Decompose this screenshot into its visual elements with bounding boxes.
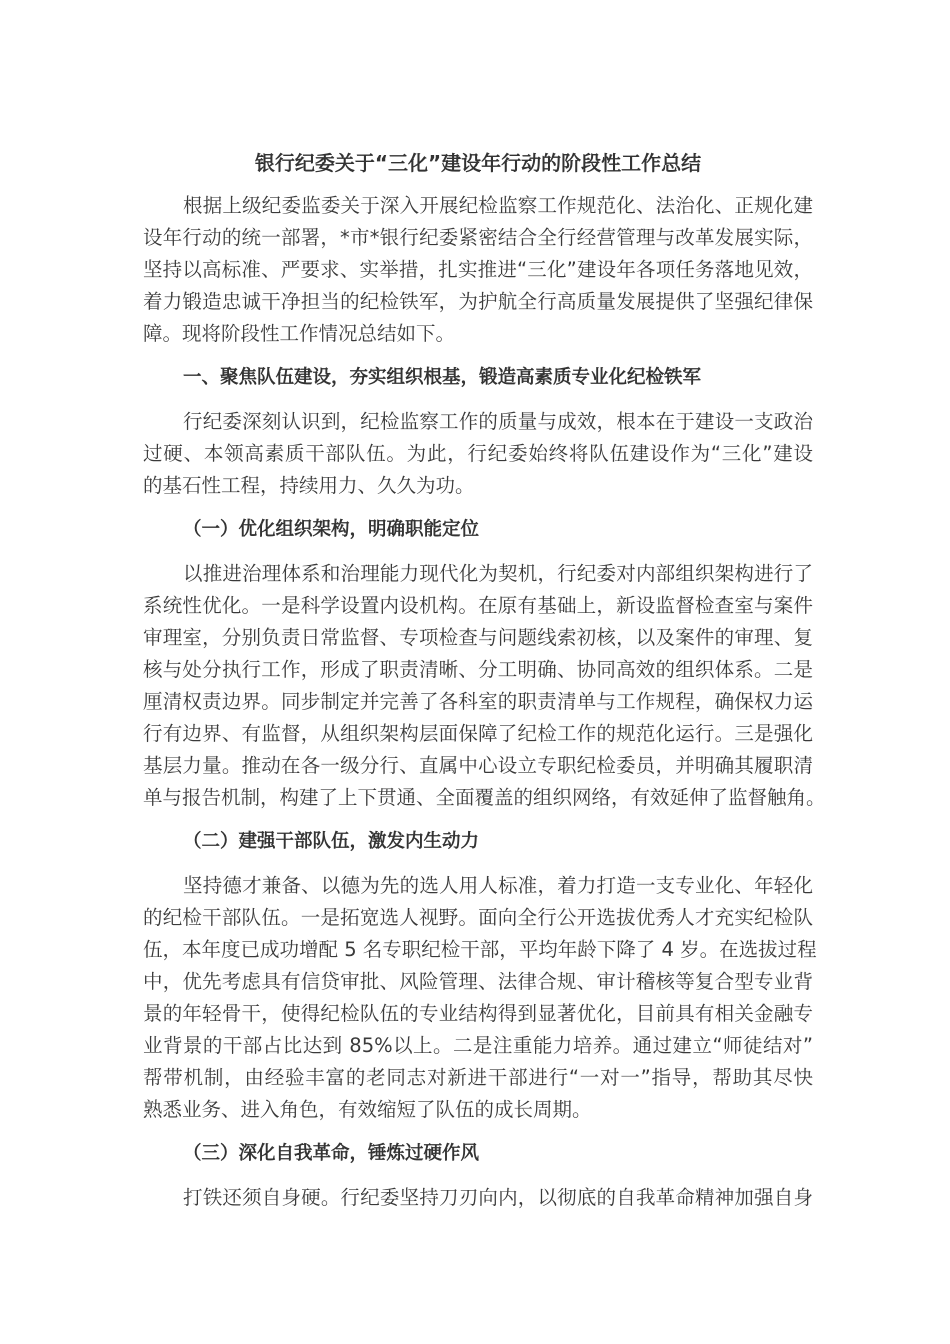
paragraph-line: 厘清权责边界。同步制定并完善了各科室的职责清单与工作规程，确保权力运: [143, 690, 813, 713]
paragraph-line: 着力锻造忠诚干净担当的纪检铁军，为护航全行高质量发展提供了坚强纪律保: [143, 290, 813, 313]
section-heading: （三）深化自我革命，锤炼过硬作风: [183, 1143, 480, 1164]
paragraph-line: 打铁还须自身硬。行纪委坚持刀刃向内，以彻底的自我革命精神加强自身: [183, 1186, 813, 1209]
paragraph-line: 帮带机制，由经验丰富的老同志对新进干部进行“一对一”指导，帮助其尽快: [143, 1066, 813, 1089]
paragraph-line: 核与处分执行工作，形成了职责清晰、分工明确、协同高效的组织体系。二是: [143, 658, 813, 681]
paragraph-line: 的基石性工程，持续用力、久久为功。: [143, 474, 475, 497]
paragraph: [143, 870, 817, 1126]
paragraph-line: 基层力量。推动在各一级分行、直属中心设立专职纪检委员，并明确其履职清: [143, 754, 813, 777]
paragraph-line: 景的年轻骨干，使得纪检队伍的专业结构得到显著优化，目前具有相关金融专: [143, 1002, 813, 1025]
paragraph-line: 根据上级纪委监委关于深入开展纪检监察工作规范化、法治化、正规化建: [183, 194, 813, 217]
paragraph-line: 过硬、本领高素质干部队伍。为此，行纪委始终将队伍建设作为“三化”建设: [143, 442, 813, 465]
paragraph-line: 坚持以高标准、严要求、实举措，扎实推进“三化”建设年各项任务落地见效，: [143, 258, 813, 281]
section-heading: （一）优化组织架构，明确职能定位: [183, 519, 480, 540]
paragraph-line: 障。现将阶段性工作情况总结如下。: [143, 322, 456, 345]
paragraph-line: 中，优先考虑具有信贷审批、风险管理、法律合规、审计稽核等复合型专业背: [143, 970, 813, 993]
paragraph-line: 伍，本年度已成功增配 5 名专职纪检干部，平均年龄下降了 4 岁。在选拔过程: [143, 938, 817, 961]
paragraph-line: 行有边界、有监督，从组织架构层面保障了纪检工作的规范化运行。三是强化: [143, 722, 813, 745]
paragraph-line: 以推进治理体系和治理能力现代化为契机，行纪委对内部组织架构进行了: [183, 562, 813, 585]
paragraph: [143, 406, 813, 502]
paragraph-line: 审理室，分别负责日常监督、专项检查与问题线索初核，以及案件的审理、复: [143, 626, 813, 649]
paragraph-line: 单与报告机制，构建了上下贯通、全面覆盖的组织网络，有效延伸了监督触角。: [143, 786, 826, 809]
paragraph: [143, 558, 826, 814]
document-body: [143, 190, 826, 1214]
paragraph-line: 行纪委深刻认识到，纪检监察工作的质量与成效，根本在于建设一支政治: [183, 410, 813, 433]
section-heading: 一、聚焦队伍建设，夯实组织根基，锻造高素质专业化纪检铁军: [183, 367, 702, 388]
paragraph: [143, 190, 813, 350]
section-heading: （二）建强干部队伍，激发内生动力: [183, 831, 480, 852]
paragraph-line: 的纪检干部队伍。一是拓宽选人视野。面向全行公开选拔优秀人才充实纪检队: [143, 906, 813, 929]
paragraph-line: 熟悉业务、进入角色，有效缩短了队伍的成长周期。: [143, 1098, 592, 1121]
document-title: 银行纪委关于“三化”建设年行动的阶段性工作总结: [254, 151, 702, 175]
paragraph-line: 系统性优化。一是科学设置内设机构。在原有基础上，新设监督检查室与案件: [143, 594, 813, 617]
paragraph-line: 业背景的干部占比达到 85%以上。二是注重能力培养。通过建立“师徒结对”: [143, 1034, 813, 1057]
paragraph-line: 设年行动的统一部署，*市*银行纪委紧密结合全行经营管理与改革发展实际，: [143, 226, 813, 249]
document-page: [143, 146, 826, 1226]
paragraph-line: 坚持德才兼备、以德为先的选人用人标准，着力打造一支专业化、年轻化: [183, 874, 813, 897]
paragraph: [143, 1182, 813, 1214]
